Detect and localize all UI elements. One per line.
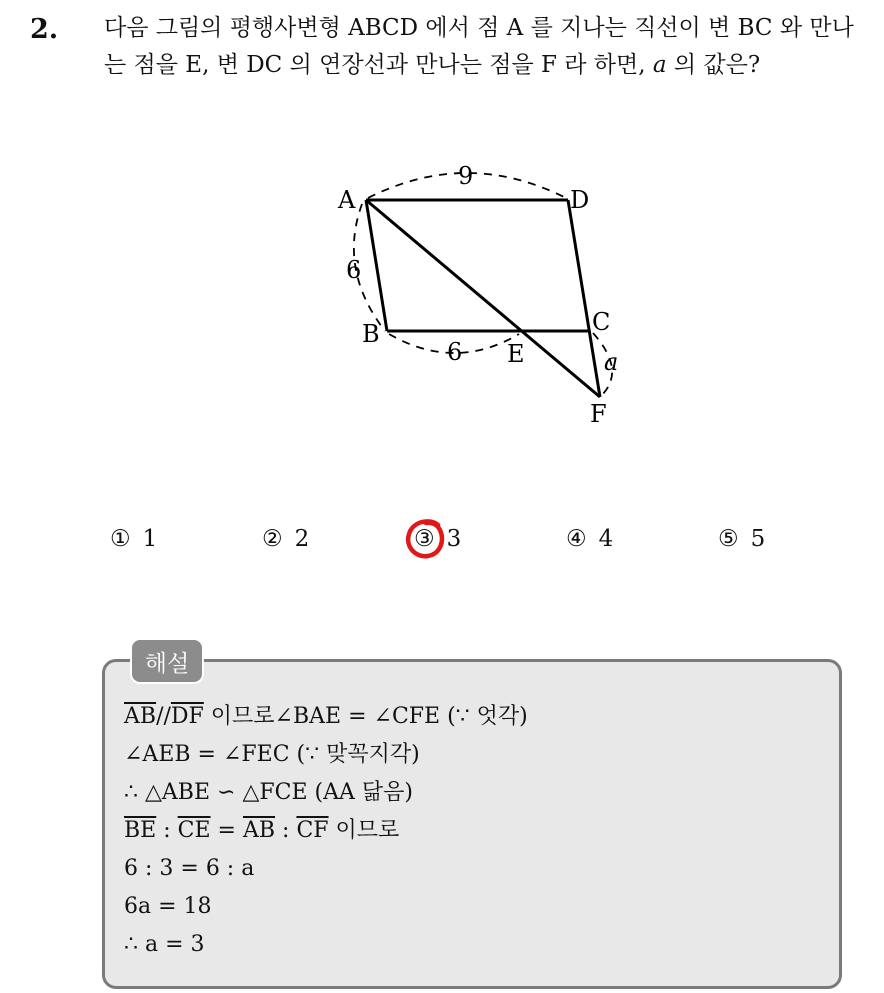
label-e: E: [507, 340, 525, 368]
solution-line-6: 6a = 18: [124, 894, 212, 919]
label-d: D: [570, 186, 590, 214]
question-variable: a: [652, 52, 667, 78]
choice-4[interactable]: ④ 4: [566, 526, 614, 552]
choice-2[interactable]: ② 2: [262, 526, 310, 552]
solution-line-2: ∠AEB = ∠FEC (∵ 맞꼭지각): [124, 742, 420, 767]
label-c: C: [592, 308, 611, 336]
choice-3[interactable]: ③ 3: [414, 526, 462, 552]
label-a: A: [338, 186, 356, 214]
length-ab: 6: [346, 256, 362, 284]
choice-1[interactable]: ① 1: [110, 526, 158, 552]
length-ad: 9: [458, 162, 474, 190]
solution-lines: [124, 698, 528, 964]
label-f: F: [590, 400, 607, 428]
solution-line-7: ∴ a = 3: [124, 932, 205, 957]
solution-line-3: ∴ △ABE ∽ △FCE (AA 닮음): [124, 780, 413, 805]
length-cf: a: [604, 348, 619, 376]
solution-tag: 해설: [130, 638, 204, 684]
solution-line-1: $\overline{AB}//\overline{DF}$ 이므로∠BAE = ∠CFE (∵ 엇각): [124, 704, 528, 729]
question-number: 2.: [30, 14, 59, 45]
label-b: B: [362, 320, 380, 348]
line-af: [366, 200, 600, 397]
question-text-after: 의 값은?: [666, 52, 761, 78]
length-be: 6: [447, 338, 463, 366]
solution-line-5: 6 : 3 = 6 : a: [124, 856, 255, 881]
question-text-before: 다음 그림의 평행사변형 ABCD 에서 점 A 를 지나는 직선이 변 BC 와 만나는 점을 E, 변 DC 의 연장선과 만나는 점을 F 라 하면,: [104, 15, 854, 78]
choice-5[interactable]: ⑤ 5: [718, 526, 766, 552]
selected-answer-circle-icon: [404, 517, 448, 561]
side-ab: [366, 200, 387, 331]
side-dc-extended: [568, 200, 600, 397]
solution-line-4: $\overline{BE}$ : $\overline{CE} = \overline{AB}$ : $\overline{CF}$ 이므로: [124, 818, 400, 843]
